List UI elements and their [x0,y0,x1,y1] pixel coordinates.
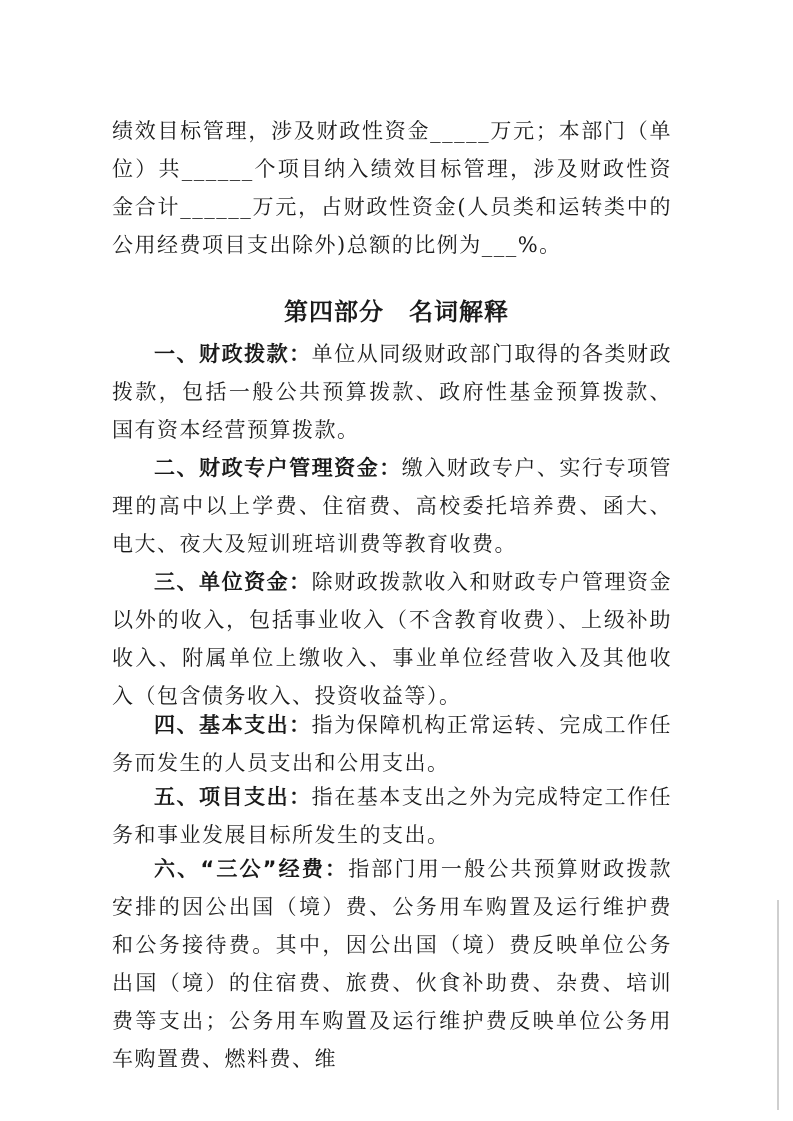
definition-term: 六、“三公”经费： [154,857,349,881]
intro-paragraph [112,112,672,264]
definition-text: 单位从同级财政部门取得的各类财政拨款，包括一般公共预算拨款、政府性基金预算拨款、国有资本经营预算拨款。 [112,342,673,442]
scan-edge-line [777,900,779,1110]
definition-text: 指为保障机构正常运转、完成工作任务而发生的人员支出和公用支出。 [112,713,673,775]
definition-text: 指部门用一般公共预算财政拨款安排的因公出国（境）费、公务用车购置及运行维护费和公务接待费。其中，因公出国（境）费反映单位公务出国（境）的住宿费、旅费、伙食补助费、杂费、培训费等支出；公务用车购置及运行维护费反映单位公务用车购置费、燃料费、维 [112,857,673,1071]
definition-paragraph [112,706,672,782]
definition-term: 四、基本支出： [154,713,312,737]
definition-paragraph [112,335,672,449]
definition-term: 五、项目支出： [154,785,312,809]
definition-term: 三、单位资金： [154,570,312,594]
section-title: 第四部分 名词解释 [284,297,509,326]
intro-text: 绩效目标管理，涉及财政性资金_____万元；本部门（单位）共______个项目纳入绩效目标管理，涉及财政性资金合计______万元，占财政性资金(人员类和运转类中的公用经费项目支出除外)总额的比例为___%。 [112,119,672,257]
definition-term: 二、财政专户管理资金： [154,456,402,480]
definition-text: 除财政拨款收入和财政专户管理资金以外的收入，包括事业收入（不含教育收费）、上级补助收入、附属单位上缴收入、事业单位经营收入及其他收入（包含债务收入、投资收益等）。 [112,570,673,708]
definition-paragraph [112,449,672,563]
definition-text: 缴入财政专户、实行专项管理的高中以上学费、住宿费、高校委托培养费、函大、电大、夜大及短训班培训费等教育收费。 [112,456,672,556]
definition-paragraph [112,563,672,715]
definition-text: 指在基本支出之外为完成特定工作任务和事业发展目标所发生的支出。 [112,785,673,847]
definition-term: 一、财政拨款： [154,342,312,366]
definition-paragraph [112,778,672,854]
definition-paragraph [112,850,672,1078]
